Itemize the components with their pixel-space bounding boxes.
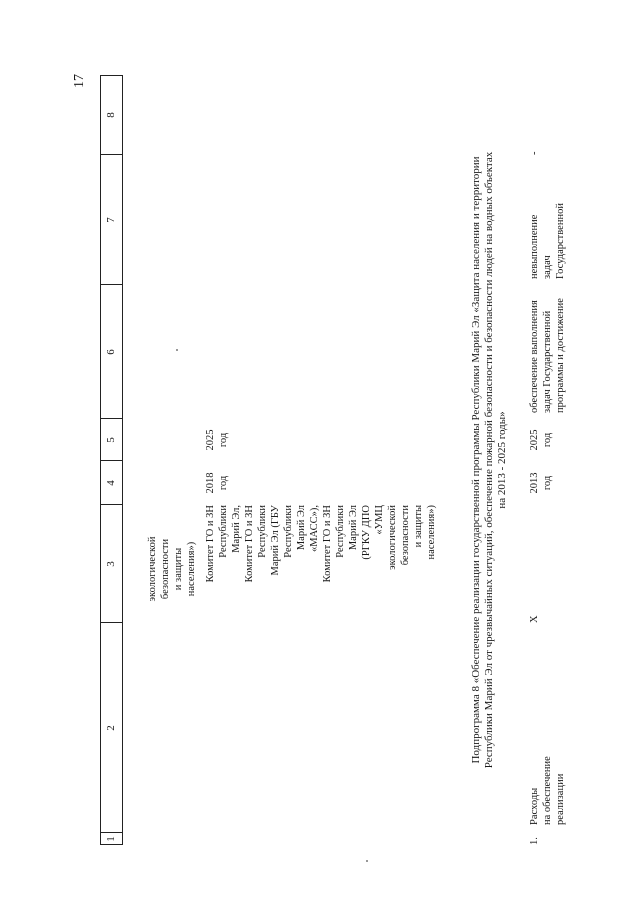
column-number-1: 1 xyxy=(105,836,117,842)
rotated-page-content xyxy=(100,75,566,845)
row1-col6: обеспечение выполнения задач Государственной программы и достижение xyxy=(529,298,566,413)
row1-col5: 2025 год xyxy=(529,429,553,451)
row1-col4: 2013 год xyxy=(529,472,553,494)
column-number-8: 8 xyxy=(105,112,117,118)
subprogram-heading: Подпрограмма 8 «Обеспечение реализации государственной программы Республики Марий Эл «Защита населения и территории Республики Марий Эл от чрезвычайных ситуаций, обеспечение пожарной безопасности и безопасности людей на водных объектах на 2013 - 2025 годы» xyxy=(470,151,508,769)
column-number-5: 5 xyxy=(105,437,117,443)
committee-row-col5: 2025 год xyxy=(205,429,229,451)
committee-row-col3: Комитет ГО и ЗН Республики Марий Эл, Комитет ГО и ЗН Республики Марий Эл (ГБУ Республики Марий Эл «МАСС»), Комитет ГО и ЗН Республики Марий Эл (РГКУ ДПО «УМЦ экологической безопасности и защиты населения») xyxy=(205,505,437,583)
column-number-7: 7 xyxy=(105,217,117,223)
row1-col1: 1. xyxy=(529,837,540,845)
column-number-2: 2 xyxy=(105,725,117,731)
scan-artifact xyxy=(366,860,368,862)
continued-row-col3: экологической безопасности и защиты населения») xyxy=(147,536,197,602)
row1-col2: Расходы на обеспечение реализации xyxy=(529,756,566,825)
scan-artifact xyxy=(176,349,178,351)
row1-col8: - xyxy=(529,151,540,155)
row1-col7: невыполнение задач Государственной xyxy=(529,203,566,279)
column-number-4: 4 xyxy=(105,480,117,486)
committee-row-col4: 2018 год xyxy=(205,472,229,494)
page-number: 17 xyxy=(72,74,87,88)
row1-col3: Х xyxy=(529,615,540,623)
column-number-6: 6 xyxy=(105,349,117,355)
column-number-3: 3 xyxy=(105,561,117,567)
